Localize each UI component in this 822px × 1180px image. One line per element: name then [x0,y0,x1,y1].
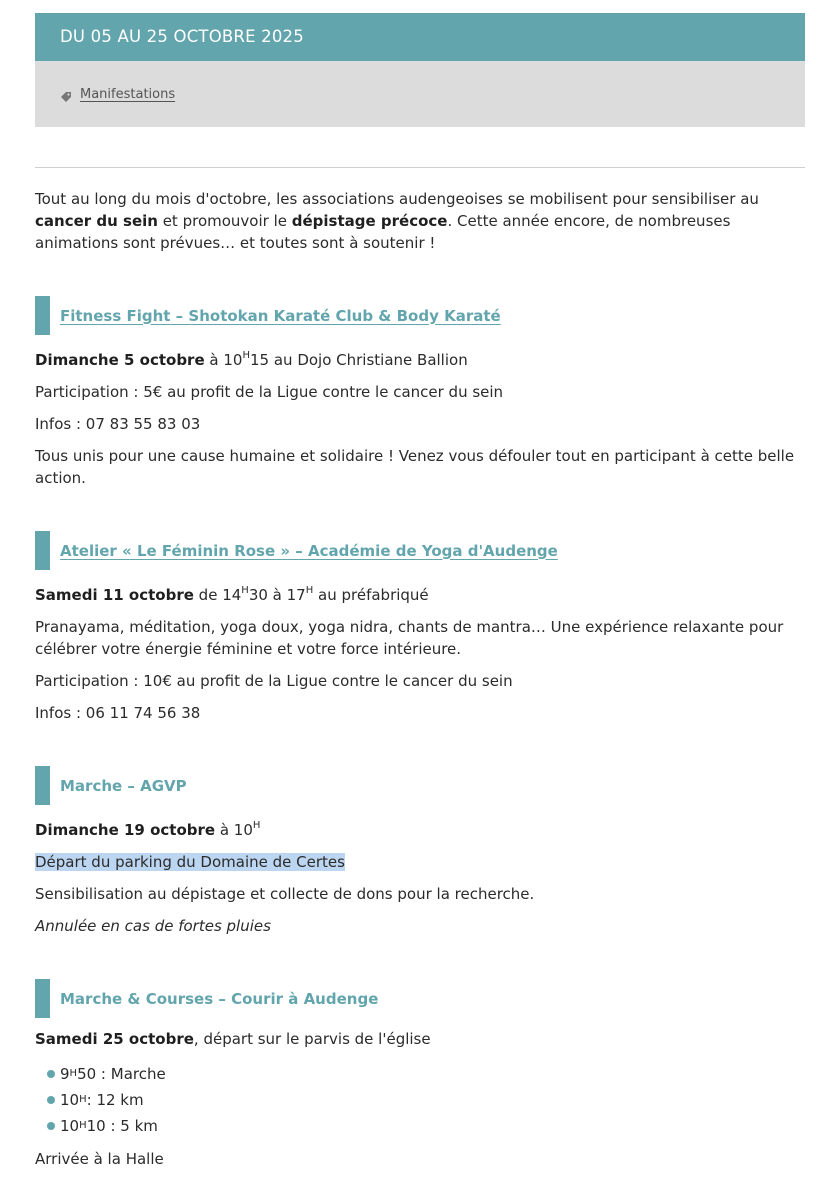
event-description: Tous unis pour une cause humaine et solidaire ! Venez vous défouler tout en participant à cette belle action. [35,447,795,487]
hour-sup: H [241,585,249,596]
category-bar [35,61,805,127]
event-date-text: 15 au Dojo Christiane Ballion [250,351,468,369]
event-date-text: de 14 [193,586,242,604]
schedule-text: : 12 km [86,1091,144,1109]
event-departure [35,851,805,873]
tag-icon [60,88,72,100]
event-date [35,584,805,606]
event-date [35,1028,805,1050]
intro-paragraph [35,188,805,254]
event-date-bold: Samedi 11 octobre [35,586,194,604]
heading-accent [35,979,50,1018]
bullet-icon [47,1096,55,1104]
schedule-text: 50 : Marche [77,1065,166,1083]
event-date-text: au préfabriqué [313,586,429,604]
event-participation: Participation : 5€ au profit de la Ligue contre le cancer du sein [35,383,504,401]
event-title-link[interactable]: Atelier « Le Féminin Rose » – Académie de Yoga d'Audenge [60,541,558,560]
event-date-bold: Dimanche 5 octobre [35,351,205,369]
event-arrival: Arrivée à la Halle [35,1150,164,1168]
event-heading [35,296,501,335]
list-item: 9 H 50 : Marche [47,1061,166,1087]
event-description: Sensibilisation au dépistage et collecte de dons pour la recherche. [35,885,535,903]
divider [35,167,805,168]
event-date-bold: Samedi 25 octobre [35,1030,194,1048]
event-note: Annulée en cas de fortes pluies [35,917,271,935]
event-date-text: à 10 [204,351,243,369]
event-heading [35,531,558,570]
hour-sup: H [242,350,250,361]
category-link[interactable]: Manifestations [80,86,176,102]
event-infos: Infos : 06 11 74 56 38 [35,704,201,722]
schedule-hour: 9 [60,1065,70,1083]
bullet-icon [47,1122,55,1130]
list-item: 10 H 10 : 5 km [47,1113,166,1139]
event-description: Pranayama, méditation, yoga doux, yoga nidra, chants de mantra… Une expérience relaxante pour célébrer votre énergie féminine et votre force intérieure. [35,618,784,658]
event-title: Marche & Courses – Courir à Audenge [60,989,379,1008]
event-title: Marche – AGVP [60,776,187,795]
event-infos: Infos : 07 83 55 83 03 [35,415,201,433]
hour-sup: H [305,585,314,596]
schedule-list [47,1061,166,1139]
heading-accent [35,531,50,570]
selected-text: Départ du parking du Domaine de Certes [35,853,345,871]
date-range-banner [35,13,805,61]
event-date-text: , départ sur le parvis de l'église [193,1030,431,1048]
event-date [35,349,805,371]
event-title-link[interactable]: Fitness Fight – Shotokan Karaté Club & Body Karaté [60,306,501,325]
event-date-bold: Dimanche 19 octobre [35,821,216,839]
schedule-hour: 10 [60,1091,80,1109]
intro-text-3: . Cette année encore, de nombreuses animations sont prévues… et toutes sont à soutenir ! [35,212,731,252]
schedule-hour: 10 [60,1117,80,1135]
date-range-text: DU 05 AU 25 OCTOBRE 2025 [60,27,304,46]
event-date-text: 30 à 17 [248,586,306,604]
bullet-icon [47,1070,55,1078]
event-participation: Participation : 10€ au profit de la Ligue contre le cancer du sein [35,672,513,690]
event-heading [35,766,187,805]
event-date [35,819,805,841]
intro-text-2: et promouvoir le [157,212,292,230]
intro-text-1: Tout au long du mois d'octobre, les associations audengeoises se mobilisent pour sensibiliser au [35,190,759,208]
intro-bold-1: cancer du sein [35,212,158,230]
heading-accent [35,766,50,805]
schedule-text: 10 : 5 km [86,1117,158,1135]
event-heading [35,979,378,1018]
heading-accent [35,296,50,335]
intro-bold-2: dépistage précoce [291,212,448,230]
event-date-text: à 10 [215,821,253,839]
hour-sup: H [252,820,261,831]
list-item: 10 H : 12 km [47,1087,166,1113]
